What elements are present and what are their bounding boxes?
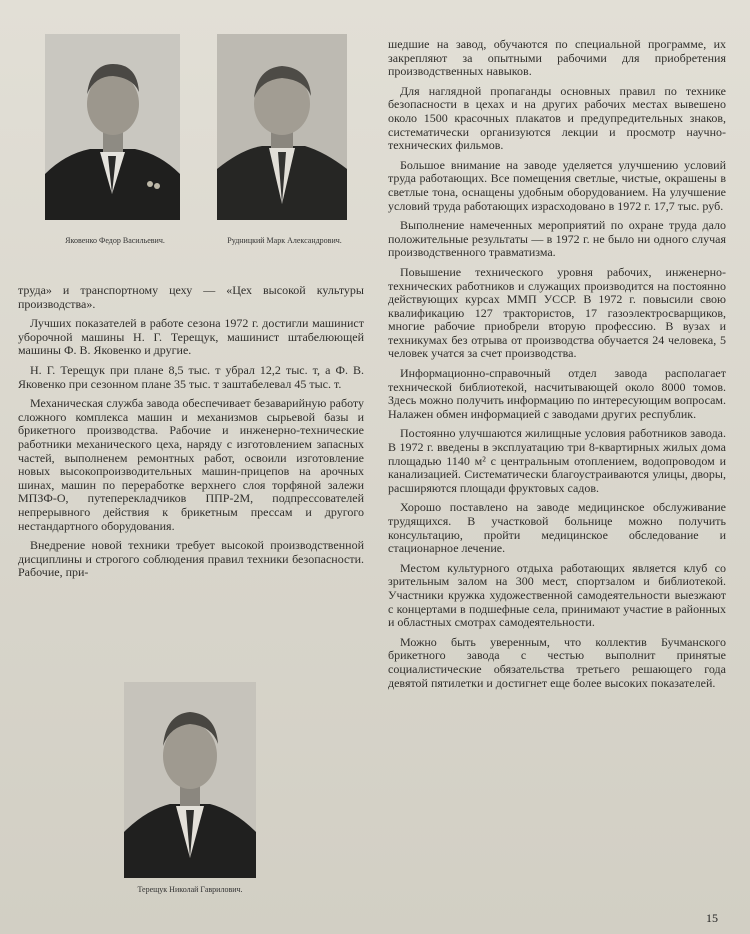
portrait-image-icon (217, 34, 347, 220)
paragraph: Выполнение намеченных мероприятий по охране труда дало положительные результаты — в 1972 г. не было ни одного случая производственного травматизма. (388, 218, 726, 260)
paragraph: шедшие на завод, обучаются по специальной программе, их закрепляют за опытными рабочими для приобретения производственных навыков. (388, 37, 726, 79)
portrait-photo-tereshchuk (124, 682, 256, 878)
portrait-photo-yakovenko (45, 34, 180, 220)
photo-caption-3: Терещук Николай Гаврилович. (137, 885, 243, 894)
paragraph: труда» и транспортному цеху — «Цех высокой культуры производства». (18, 283, 364, 311)
paragraph: Внедрение новой техники требует высокой производственной дисциплины и строгого соблюдения правил техники безопасности. Рабочие, при- (18, 538, 364, 580)
paragraph: Н. Г. Терещук при плане 8,5 тыс. т убрал 12,2 тыс. т, а Ф. В. Яковенко при сезонном плане 35 тыс. т заштабелевал 45 тыс. т. (18, 362, 364, 391)
paragraph: Для наглядной пропаганды основных правил по технике безопасности в цехах и на других рабочих местах вывешено около 1500 красочных плакатов и предупредительных знаков, систематически организуются лекции и просмотр научно-технических фильмов. (388, 83, 726, 153)
page-number: 15 (706, 911, 718, 925)
portrait-image-icon (45, 34, 180, 220)
paragraph: Хорошо поставлено на заводе медицинское обслуживание трудящихся. В участковой больнице можно получить консультацию, пройти медицинское обследование и стационарное лечение. (388, 500, 726, 556)
paragraph: Информационно-справочный отдел завода располагает технической библиотекой, насчитывающей около 8000 томов. Здесь можно получить информацию по интересующим вопросам. Налажен обмен информацией с заводами других республик. (388, 366, 726, 421)
paragraph: Большое внимание на заводе уделяется улучшению условий труда работающих. Все помещения светлые, чистые, окрашены в светлые тона, оснащены удобным оборудованием. На улучшение условий труда работающих израсходовано в 1972 г. 17,7 тыс. руб. (388, 157, 726, 213)
paragraph: Повышение технического уровня рабочих, инженерно-технических работников и служащих производится на постоянно действующих курсах ММП УССР. В 1972 г. повысили свою квалификацию 127 трактористов, 17 газоэлектросварщиков, многие рабочие приобрели вторую профессию. В вузах и техникумах без отрыва от производства обучается 24 человека, 5 человек учатся за счет производства. (388, 264, 726, 361)
paragraph: Лучших показателей в работе сезона 1972 г. достигли машинист уборочной машины Н. Г. Терещук, машинист штабелюющей машины Ф. В. Яковенко и другие. (18, 316, 364, 358)
photo-caption-2: Рудницкий Марк Александрович. (227, 236, 342, 245)
right-text-column (388, 38, 726, 696)
paragraph: Постоянно улучшаются жилищные условия работников завода. В 1972 г. введены в эксплуатацию три 8-квартирных жилых дома площадью 1140 м² с центральным отоплением, водопроводом и канализацией. Систематически благоустраиваются улицы, дворы, расширяются площади фруктовых садов. (388, 426, 726, 495)
photo-caption-1: Яковенко Федор Васильевич. (65, 236, 165, 245)
paragraph: Местом культурного отдыха работающих является клуб со зрительным залом на 300 мест, спортзалом и библиотекой. Участники кружка художественной самодеятельности выезжают с концертами в подшефные села, принимают участие в районных и областных смотрах самодеятельности. (388, 560, 726, 630)
portrait-image-icon (124, 682, 256, 878)
paragraph: Механическая служба завода обеспечивает безаварийную работу сложного комплекса машин и механизмов сырьевой базы и брикетного производства. Рабочие и инженерно-технические работники механического цеха, наряду с изготовлением запасных частей, выполненем ремонтных работ, освоили изготовление новых высокопроизводительных машин-прицепов на арочных шинах, машин по переработке верхнего слоя торфяной залежи МПЗФ-О, путеперекладчиков ППР-2М, подпрессователей непрерывного действия к брикетным прессам и другого нестандартного оборудования. (18, 396, 364, 533)
portrait-photo-rudnitsky (217, 34, 347, 220)
paragraph: Можно быть уверенным, что коллектив Бучманского брикетного завода с честью выполнит принятые социалистические обязательства третьего решающего года девятой пятилетки и достигнет еще более высоких показателей. (388, 634, 726, 690)
left-text-column (18, 284, 364, 586)
